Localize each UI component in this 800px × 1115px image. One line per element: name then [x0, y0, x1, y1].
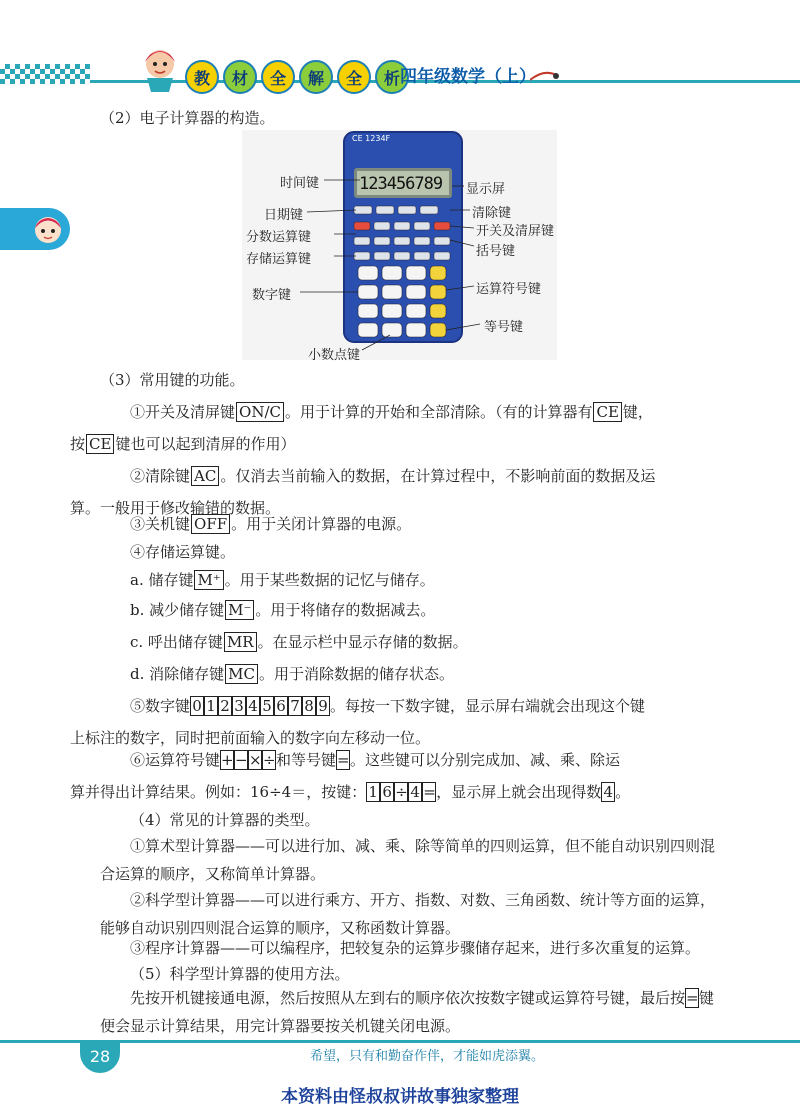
result-key-box: 4: [601, 782, 615, 802]
key-box: OFF: [191, 514, 230, 534]
text: 。用于计算的开始和全部清除。（有的计算器有: [284, 403, 593, 421]
digit-key-box: 5: [260, 696, 274, 716]
title-char: 材: [223, 60, 257, 94]
label-date-key: 日期键: [264, 208, 304, 223]
digit-key-box: 6: [274, 696, 288, 716]
digit-key-box: 3: [232, 696, 246, 716]
paragraph-memory-b: [100, 594, 725, 626]
text: 。用于关闭计算器的电源。: [231, 515, 412, 533]
paragraph-onoff: [70, 396, 725, 460]
seq-key-box: 4: [408, 782, 422, 802]
paragraph-memory: ④存储运算键。: [130, 543, 236, 561]
text: d. 消除储存键: [130, 665, 225, 683]
op-key-box: +: [221, 751, 234, 769]
key-box: MR: [224, 632, 257, 652]
text: 。用于将储存的数据减去。: [255, 601, 436, 619]
text: 算。一般用于修改输错的数据。: [70, 499, 281, 517]
title-char: 全: [337, 60, 371, 94]
section-heading: （2）电子计算器的构造。: [100, 109, 275, 127]
op-key-box: ×: [249, 751, 262, 769]
digit-key-box: 8: [302, 696, 316, 716]
text: 。这些键可以分别完成加、减、乘、除运: [350, 751, 621, 769]
key-box: CE: [86, 434, 114, 454]
section-heading: （3）常用键的功能。: [100, 371, 245, 389]
seq-key-box: 6: [380, 782, 394, 802]
paragraph-operator-keys: [70, 744, 725, 808]
calculator-figure: [242, 130, 557, 363]
title-char: 教: [185, 60, 219, 94]
text: 键，: [622, 403, 653, 421]
key-box: CE: [593, 402, 621, 422]
title-char: 析: [375, 60, 409, 94]
text: 先按开机键接通电源，然后按照从左到右的顺序依次按数字键或运算符号键，最后按: [130, 989, 686, 1007]
footer-credit: 本资料由怪叔叔讲故事独家整理: [281, 1087, 519, 1107]
paragraph-memory-a: [100, 564, 725, 596]
key-box: M⁺: [194, 570, 223, 590]
title-char: 解: [299, 60, 333, 94]
paragraph-program-calc: ③程序计算器——可以编程序，把较复杂的运算步骤储存起来，进行多次重复的运算。: [130, 939, 701, 957]
label-bracket-key: 括号键: [476, 244, 516, 259]
paragraph-memory-d: [100, 658, 725, 690]
label-digit-key: 数字键: [252, 288, 292, 303]
paragraph-memory-c: [100, 626, 725, 658]
label-clear-key: 清除键: [472, 206, 512, 221]
text: 上标注的数字，同时把前面输入的数字向左移动一位。: [70, 729, 431, 747]
text: 。: [615, 783, 631, 801]
footer-motto: 希望，只有和勤奋作伴，才能如虎添翼。: [310, 1049, 545, 1064]
text: ③关机键: [130, 515, 191, 533]
label-equal-key: 等号键: [484, 320, 524, 335]
digit-key-box: 4: [246, 696, 260, 716]
paragraph-usage: [100, 984, 725, 1040]
paragraph-arithmetic-calc: ①算术型计算器——可以进行加、减、乘、除等简单的四则运算，但不能自动识别四则混合运算的顺序，又称简单计算器。: [100, 837, 716, 883]
pencil-decoration-icon: [530, 68, 560, 82]
text: 。仅消去当前输入的数据，在计算过程中，不影响前面的数据及运: [220, 467, 656, 485]
text: 键也可以起到清屏的作用）: [115, 435, 296, 453]
title-char: 全: [261, 60, 295, 94]
text: ，显示屏上就会出现得数: [436, 783, 602, 801]
section-heading: （4）常见的计算器的类型。: [130, 811, 320, 829]
mascot-girl-icon: [135, 42, 185, 92]
text: 按: [70, 435, 86, 453]
calculator-brand: CE 1234F: [352, 134, 391, 143]
label-memory-key: 存储运算键: [246, 252, 312, 267]
section-heading: （5）科学型计算器的使用方法。: [130, 965, 350, 983]
header-checker-decoration: [0, 64, 90, 84]
equal-key-box: =: [337, 751, 350, 769]
text: ⑤数字键: [130, 697, 191, 715]
text: a. 储存键: [130, 571, 194, 589]
key-box: ON/C: [236, 402, 284, 422]
equal-key-box: =: [686, 989, 699, 1007]
digit-key-box: 0: [190, 696, 204, 716]
text: 键便会显示计算结果，用完计算器要按关机键关闭电源。: [100, 989, 715, 1035]
text: 算并得出计算结果。例如：16÷4＝，按键：: [70, 783, 367, 801]
text: ②清除键: [130, 467, 191, 485]
text: 。在显示栏中显示存储的数据。: [257, 633, 468, 651]
text: 。用于某些数据的记忆与储存。: [224, 571, 435, 589]
subject-title: 四年级数学（上）: [400, 67, 536, 87]
digit-key-box: 7: [288, 696, 302, 716]
text: ①开关及清屏键: [130, 403, 236, 421]
text: 和等号键: [276, 751, 337, 769]
text: b. 减少储存键: [130, 601, 225, 619]
seq-key-box: ÷: [395, 783, 408, 801]
text: c. 呼出储存键: [130, 633, 223, 651]
seq-key-box: =: [423, 783, 436, 801]
label-display: 显示屏: [466, 182, 506, 197]
digit-key-box: 2: [218, 696, 232, 716]
digit-key-box: 9: [316, 696, 330, 716]
label-time-key: 时间键: [280, 176, 320, 191]
op-key-box: −: [235, 751, 248, 769]
mascot-face-icon: [30, 211, 66, 247]
book-title-badges: [185, 60, 409, 94]
text: 。每按一下数字键，显示屏右端就会出现这个键: [330, 697, 646, 715]
text: ⑥运算符号键: [130, 751, 221, 769]
label-fraction-key: 分数运算键: [246, 230, 312, 245]
text: 。用于消除数据的储存状态。: [258, 665, 454, 683]
key-box: M⁻: [225, 600, 254, 620]
label-onoff-key: 开关及清屏键: [476, 224, 555, 239]
label-operator-key: 运算符号键: [476, 282, 542, 297]
digit-key-box: 1: [204, 696, 218, 716]
key-box: AC: [191, 466, 219, 486]
op-key-box: ÷: [263, 751, 276, 769]
calculator-display: 123456789: [359, 174, 443, 194]
label-decimal-key: 小数点键: [308, 348, 361, 363]
seq-key-box: 1: [366, 782, 380, 802]
paragraph-scientific-calc: ②科学型计算器——可以进行乘方、开方、指数、对数、三角函数、统计等方面的运算，能够自动识别四则混合运算的顺序，又称函数计算器。: [100, 891, 716, 937]
footer-rule: [0, 1040, 800, 1043]
page-number: 28: [89, 1047, 111, 1066]
key-box: MC: [225, 664, 258, 684]
